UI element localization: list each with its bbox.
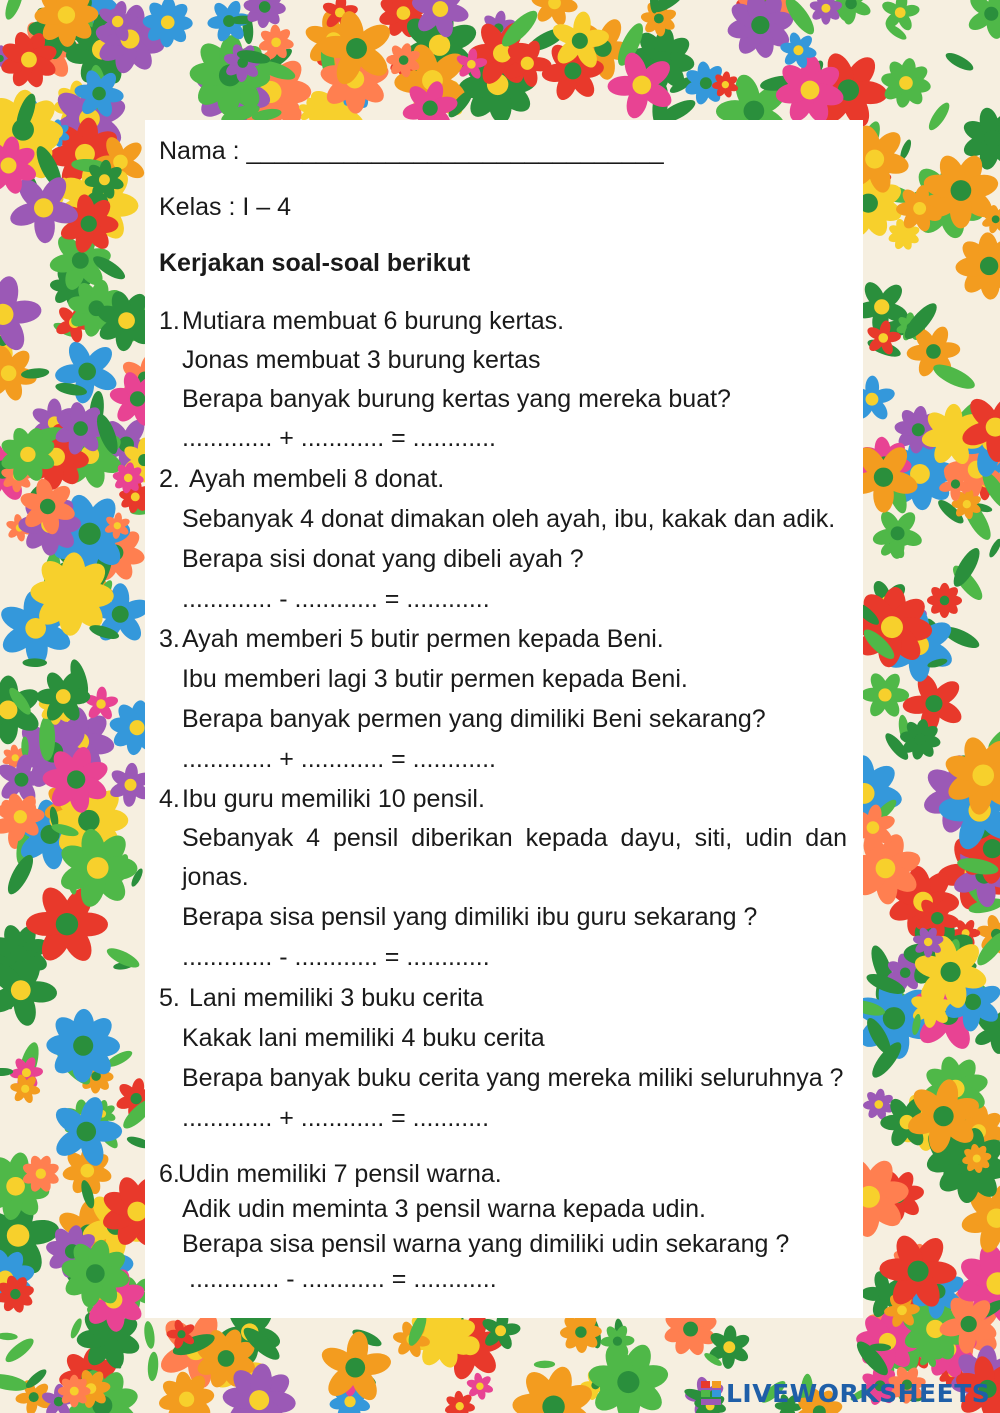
flower-decoration bbox=[955, 232, 1000, 300]
question-number: 3. bbox=[159, 625, 180, 653]
question-number: 6. bbox=[159, 1160, 180, 1188]
leaf-decoration bbox=[147, 1351, 159, 1381]
answer-blank[interactable]: ............. - ............ = ............ bbox=[182, 585, 490, 613]
flower-decoration bbox=[0, 274, 43, 354]
question-line: Berapa banyak burung kertas yang mereka buat? bbox=[182, 385, 731, 413]
answer-blank[interactable]: ............. + ............ = ............ bbox=[182, 424, 496, 452]
question-line: Kakak lani memiliki 4 buku cerita bbox=[182, 1024, 545, 1052]
question-line: Berapa sisa pensil warna yang dimiliki udin sekarang ? bbox=[182, 1230, 790, 1258]
worksheet-paper bbox=[145, 120, 863, 1318]
answer-blank[interactable]: ............. + ............ = ........... bbox=[182, 1104, 490, 1132]
flower-decoration bbox=[871, 508, 924, 559]
question-line: Ibu memberi lagi 3 butir permen kepada Beni. bbox=[182, 665, 688, 693]
flower-decoration bbox=[880, 57, 932, 109]
leaf-decoration bbox=[2, 0, 27, 22]
leaf-decoration bbox=[943, 50, 975, 74]
question-line: Udin memiliki 7 pensil warna. bbox=[178, 1160, 502, 1188]
class-label: Kelas : I – 4 bbox=[159, 193, 292, 221]
question-number: 2. bbox=[159, 465, 180, 493]
flower-decoration bbox=[46, 1009, 120, 1083]
answer-blank[interactable]: ............. + ............ = ............ bbox=[182, 745, 496, 773]
question-line: Berapa sisa pensil yang dimiliki ibu guru sekarang ? bbox=[182, 903, 758, 931]
question-line: Lani memiliki 3 buku cerita bbox=[189, 984, 484, 1012]
question-number: 5. bbox=[159, 984, 180, 1012]
question-number: 1. bbox=[159, 307, 180, 335]
flower-decoration bbox=[512, 1364, 596, 1413]
flower-decoration bbox=[586, 1340, 670, 1413]
leaf-decoration bbox=[925, 100, 953, 133]
question-line: Berapa banyak buku cerita yang mereka miliki seluruhnya ? bbox=[182, 1064, 844, 1092]
instruction-heading: Kerjakan soal-soal berikut bbox=[159, 249, 471, 277]
flower-decoration bbox=[530, 0, 579, 27]
question-line: Ayah memberi 5 butir permen kepada Beni. bbox=[182, 625, 664, 653]
question-line: Sebanyak 4 pensil diberikan kepada dayu, siti, udin dan bbox=[182, 824, 847, 852]
leaf-decoration bbox=[930, 360, 978, 394]
flower-decoration bbox=[809, 0, 843, 25]
leaf-decoration bbox=[0, 1332, 18, 1341]
answer-blank[interactable]: ............. - ............ = ............ bbox=[189, 1265, 497, 1293]
flower-decoration bbox=[880, 0, 920, 33]
question-line: jonas. bbox=[182, 863, 249, 891]
question-line: Adik udin meminta 3 pensil warna kepada udin. bbox=[182, 1195, 706, 1223]
name-field-label: Nama : ______________________________ bbox=[159, 137, 664, 165]
leaf-decoration bbox=[987, 537, 1000, 559]
flower-decoration bbox=[58, 1375, 91, 1408]
leaf-decoration bbox=[143, 1321, 156, 1350]
flower-decoration bbox=[927, 583, 962, 618]
liveworksheets-logo-text: LIVEWORKSHEETS bbox=[726, 1378, 991, 1408]
question-line: Ayah membeli 8 donat. bbox=[189, 465, 445, 493]
answer-blank[interactable]: ............. - ............ = ............ bbox=[182, 943, 490, 971]
liveworksheets-logo-icon bbox=[700, 1380, 722, 1406]
flower-decoration bbox=[965, 0, 1000, 41]
liveworksheets-logo[interactable] bbox=[700, 1376, 996, 1410]
question-line: Mutiara membuat 6 burung kertas. bbox=[182, 307, 565, 335]
question-line: Ibu guru memiliki 10 pensil. bbox=[182, 785, 485, 813]
question-line: Berapa banyak permen yang dimiliki Beni sekarang? bbox=[182, 705, 766, 733]
question-line: Berapa sisi donat yang dibeli ayah ? bbox=[182, 545, 584, 573]
question-line: Jonas membuat 3 burung kertas bbox=[182, 346, 541, 374]
question-line: Sebanyak 4 donat dimakan oleh ayah, ibu, kakak dan adik. bbox=[182, 505, 836, 533]
leaf-decoration bbox=[534, 1360, 555, 1368]
flower-decoration bbox=[861, 670, 909, 719]
question-number: 4. bbox=[159, 785, 180, 813]
